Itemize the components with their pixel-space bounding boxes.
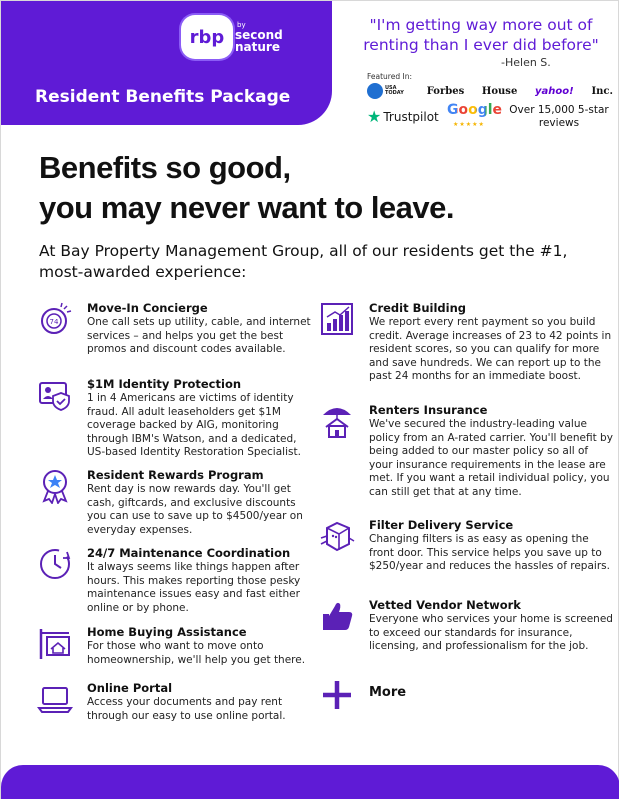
- benefit-desc: Rent day is now rewards day. You'll get cash, giftcards, and exclusive discounts you can use to save up to $4500/year on everyday expenses.: [87, 483, 303, 536]
- benefit-title: $1M Identity Protection: [87, 377, 242, 391]
- bar-chart-icon: [319, 301, 355, 337]
- house-umbrella-icon: [319, 403, 355, 439]
- press-logos: [367, 83, 613, 99]
- benefit-title: Online Portal: [87, 681, 173, 695]
- house-logo: House: [481, 85, 518, 97]
- delivery-box-icon: [319, 518, 355, 554]
- featured-in-label: Featured In:: [367, 72, 412, 81]
- laptop-icon: [37, 681, 73, 717]
- benefit-desc: 1 in 4 Americans are victims of identity fraud. All adult leaseholders get $1M coverage backed by AIG, monitoring through IBM's Watson, and a dedicated, US-based Identity Restoration Specialist.: [87, 392, 301, 458]
- benefit-title: Vetted Vendor Network: [369, 598, 521, 612]
- trustpilot-star-icon: ★: [367, 107, 382, 126]
- svg-text:74: 74: [49, 318, 59, 326]
- benefit-title: Home Buying Assistance: [87, 625, 247, 639]
- logo-by: by: [237, 21, 246, 29]
- award-ribbon-icon: [37, 468, 73, 504]
- benefit-desc: Access your documents and pay rent through our easy to use online portal.: [87, 696, 286, 722]
- benefit-desc: We report every rent payment so you build credit. Average increases of 23 to 42 points in resident scores, so you can qualify for more and save hundreds. We can report up to the past 24 months for an immediate boost.: [369, 316, 612, 382]
- stopwatch-icon: [37, 301, 73, 337]
- benefit-desc: It always seems like things happen after hours. This makes reporting those pesky maintenance issues easy and fast either online or by phone.: [87, 561, 301, 614]
- yahoo-logo: yahoo!: [535, 85, 574, 97]
- testimonial-author: -Helen S.: [501, 56, 551, 69]
- clock-24-icon: [37, 546, 73, 582]
- google-logo: [447, 102, 502, 118]
- benefit-title: Credit Building: [369, 301, 467, 315]
- logo-badge: [181, 15, 233, 59]
- headline: [39, 148, 454, 228]
- benefit-desc: Changing filters is as easy as opening the front door. This service helps you save up to $250/year and reduces the hassles of repairs.: [369, 533, 610, 572]
- more-label: More: [369, 685, 407, 700]
- benefit-title: Renters Insurance: [369, 403, 488, 417]
- google-text: Google: [447, 102, 503, 118]
- rbp-logo: [181, 15, 295, 59]
- id-card-shield-icon: [37, 377, 73, 413]
- trustpilot-logo: [367, 107, 439, 126]
- headline-line-2: you may never want to leave.: [39, 190, 455, 225]
- header-banner: [1, 1, 332, 125]
- reviews-count: Over 15,000 5-star reviews: [509, 104, 609, 129]
- inc-logo: Inc.: [591, 85, 613, 97]
- benefit-desc: For those who want to move onto homeownership, we'll help you get there.: [87, 640, 306, 666]
- benefit-title: Resident Rewards Program: [87, 468, 264, 482]
- package-title: Resident Benefits Package: [35, 87, 291, 107]
- benefit-title: Move-In Concierge: [87, 301, 208, 315]
- forbes-logo: Forbes: [426, 85, 465, 97]
- plus-icon: [319, 677, 355, 713]
- benefit-desc: One call sets up utility, cable, and internet services – and helps you get the best promos and discount codes available.: [87, 316, 311, 355]
- usa-today-logo: [367, 83, 409, 99]
- trustpilot-text: Trustpilot: [383, 109, 439, 124]
- benefit-desc: Everyone who services your home is screened to exceed our standards for insurance, licensing, and professionalism for the job.: [369, 613, 613, 652]
- benefit-title: 24/7 Maintenance Coordination: [87, 546, 291, 560]
- headline-line-1: Benefits so good,: [39, 150, 291, 185]
- logo-name: second nature: [235, 28, 283, 54]
- testimonial-quote: "I'm getting way more out of renting than I ever did before": [363, 16, 599, 54]
- home-sign-icon: [37, 625, 73, 661]
- usa-today-text: USA TODAY: [385, 85, 404, 96]
- benefit-desc: We've secured the industry-leading value policy from an A-rated carrier. You'll benefit by being added to our master policy so all of your insurance requirements in the lease are met. If you want a retail individual policy, you can still get that at any time.: [369, 418, 613, 498]
- google-stars-icon: ★★★★★: [453, 121, 485, 128]
- intro-text: At Bay Property Management Group, all of our residents get the #1, most-awarded experience:: [39, 242, 568, 281]
- benefit-title: Filter Delivery Service: [369, 518, 514, 532]
- thumbs-up-icon: [319, 598, 355, 634]
- logo-text: rbp: [189, 26, 225, 48]
- usa-today-circle-icon: [367, 83, 383, 99]
- footer-band: [1, 765, 619, 799]
